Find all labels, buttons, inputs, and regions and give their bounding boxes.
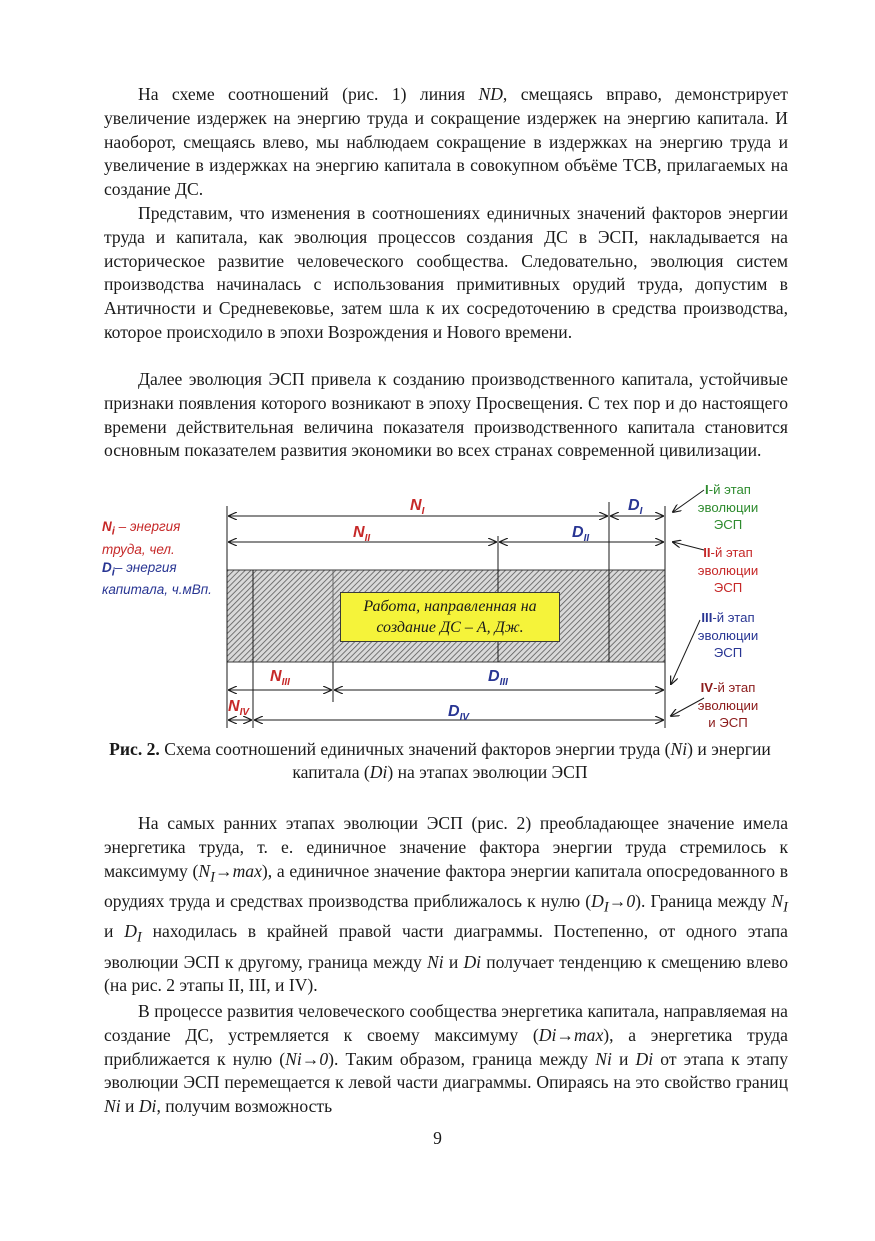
page-number: 9 [433,1128,442,1148]
paragraph-5: В процессе развития человеческого сообщества энергетика капитала, направляемая на создание ДС, устремляется к своему максимуму (Di→max), а энергетика труда приближается к нулю (Ni→0). Таким образом, граница между Ni и Di от этапа к этапу эволюции ЭСП перемещается к левой части диаграммы. Опираясь на это свойство границ Ni и Di, получим возможность [104,1001,788,1117]
label-d1: $D_I$ [628,497,643,517]
label-n3: $N_{III}$ [270,668,290,688]
stage-3-label: III-й этап эволюции ЭСП [697,610,759,660]
legend-capital: $D_i-$ энергия капитала, ч.мВп. [102,559,212,598]
figure-caption: Рис. 2. Схема соотношений единичных значений факторов энергии труда (Ni) и энергии капитала (Di) на этапах эволюции ЭСП [109,739,771,782]
paragraph-1: На схеме соотношений (рис. 1) линия ND, смещаясь вправо, демонстрирует увеличение издержек на энергию труда и сокращение издержек на энергию капитала. И наоборот, смещаясь влево, мы наблюдаем сокращение в издержках на энергию труда и увеличение в издержках на энергию капитала в совокупном объёме ТСВ, прилагаемых на создание ДС. [104,84,788,200]
label-n4: $N_{IV}$ [228,698,250,718]
paragraph-4: На самых ранних этапах эволюции ЭСП (рис. 2) преобладающее значение имела энергетика труда, т. е. единичное значение фактора энергии труда стремилось к максимуму $(N_I\to\max)$, а единичное значение фактора энергии капитала опосредованного в орудиях труда и средствах производства приближалось к нулю $(D_I\to 0)$. Граница между $N_I$ и $D_I$ находилась в крайней правой части диаграммы. Постепенно, от одного этапа эволюции ЭСП к другому, граница между Ni и Di получает тенденцию к смещению влево (на рис. 2 этапы II, III, и IV). [104,813,789,996]
label-d2: $D_{II}$ [572,524,590,544]
label-d3: $D_{III}$ [488,668,508,688]
label-n1: $N_I$ [410,497,425,517]
diagram-legend [102,518,222,599]
stage-1-label: I-й этап эволюции ЭСП [697,482,759,532]
stage-2-label: II-й этап эволюции ЭСП [697,545,759,595]
paragraph-2: Представим, что изменения в соотношениях единичных значений факторов энергии труда и капитала, как эволюция процессов создания ДС в ЭСП, накладывается на историческое развитие человеческого сообщества. Следовательно, эволюция систем производства начиналась с использования примитивных орудий труда, допустим в Античности и Средневековье, затем шла к их сосредоточению в средства производства, которое происходило в эпохи Возрождения и Нового времени. [104,203,788,342]
label-d4: $D_{IV}$ [448,703,470,723]
stage-4-label: IV-й этап эволюции и ЭСП [697,680,759,730]
legend-labor: $N_i$ – энергия труда, чел. [102,519,181,557]
work-box: Работа, направленная на создание ДС – А, Дж. [340,592,560,642]
paragraph-3: Далее эволюция ЭСП привела к созданию производственного капитала, устойчивые признаки появления которого возникают в эпоху Просвещения. С тех пор и до настоящего времени действительная величина показателя производственного капитала становится основным показателем развития экономики во всех странах современной цивилизации. [104,369,788,461]
label-n2: $N_{II}$ [353,524,371,544]
figure-2-diagram [88,478,788,738]
